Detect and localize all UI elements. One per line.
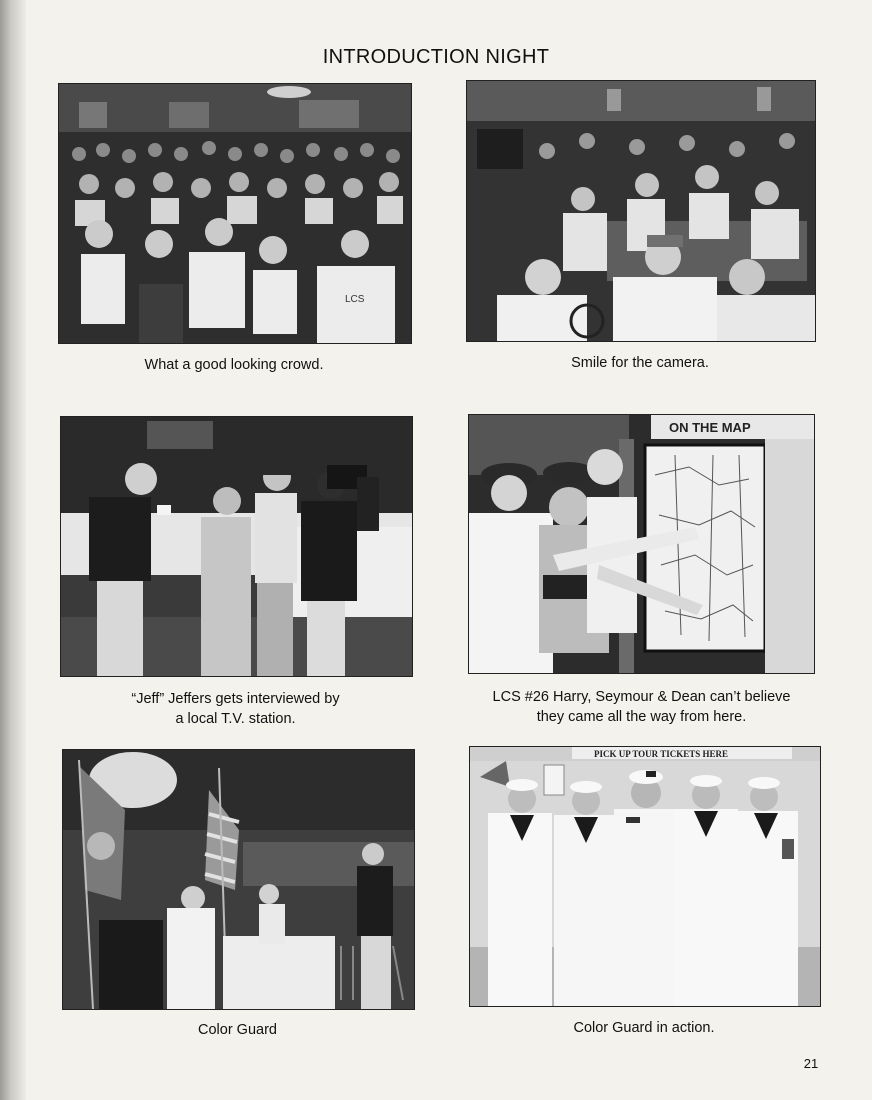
caption-color-guard: Color Guard bbox=[198, 1022, 277, 1038]
photo-map bbox=[468, 414, 815, 674]
caption-interview: “Jeff” Jeffers gets interviewed by a local T.V. station. bbox=[131, 691, 340, 727]
photo-interview bbox=[60, 416, 413, 677]
book-binding-shadow bbox=[0, 0, 26, 1100]
caption-map: LCS #26 Harry, Seymour & Dean can’t believe they came all the way from here. bbox=[492, 689, 791, 725]
ticket-banner-text: PICK UP TOUR TICKETS HERE bbox=[594, 749, 729, 759]
photo-smile bbox=[466, 80, 816, 342]
photo-color-guard bbox=[62, 749, 415, 1010]
caption-crowd: What a good looking crowd. bbox=[144, 357, 324, 373]
photo-color-guard-action bbox=[469, 746, 821, 1007]
photo-crowd bbox=[58, 83, 412, 344]
crowd-shirt-text: LCS bbox=[345, 294, 365, 305]
caption-smile: Smile for the camera. bbox=[571, 355, 709, 371]
map-banner-text: ON THE MAP bbox=[669, 420, 751, 435]
page-title: INTRODUCTION NIGHT bbox=[322, 46, 550, 68]
caption-color-guard-action: Color Guard in action. bbox=[573, 1020, 715, 1036]
page-number: 21 bbox=[803, 1056, 819, 1071]
